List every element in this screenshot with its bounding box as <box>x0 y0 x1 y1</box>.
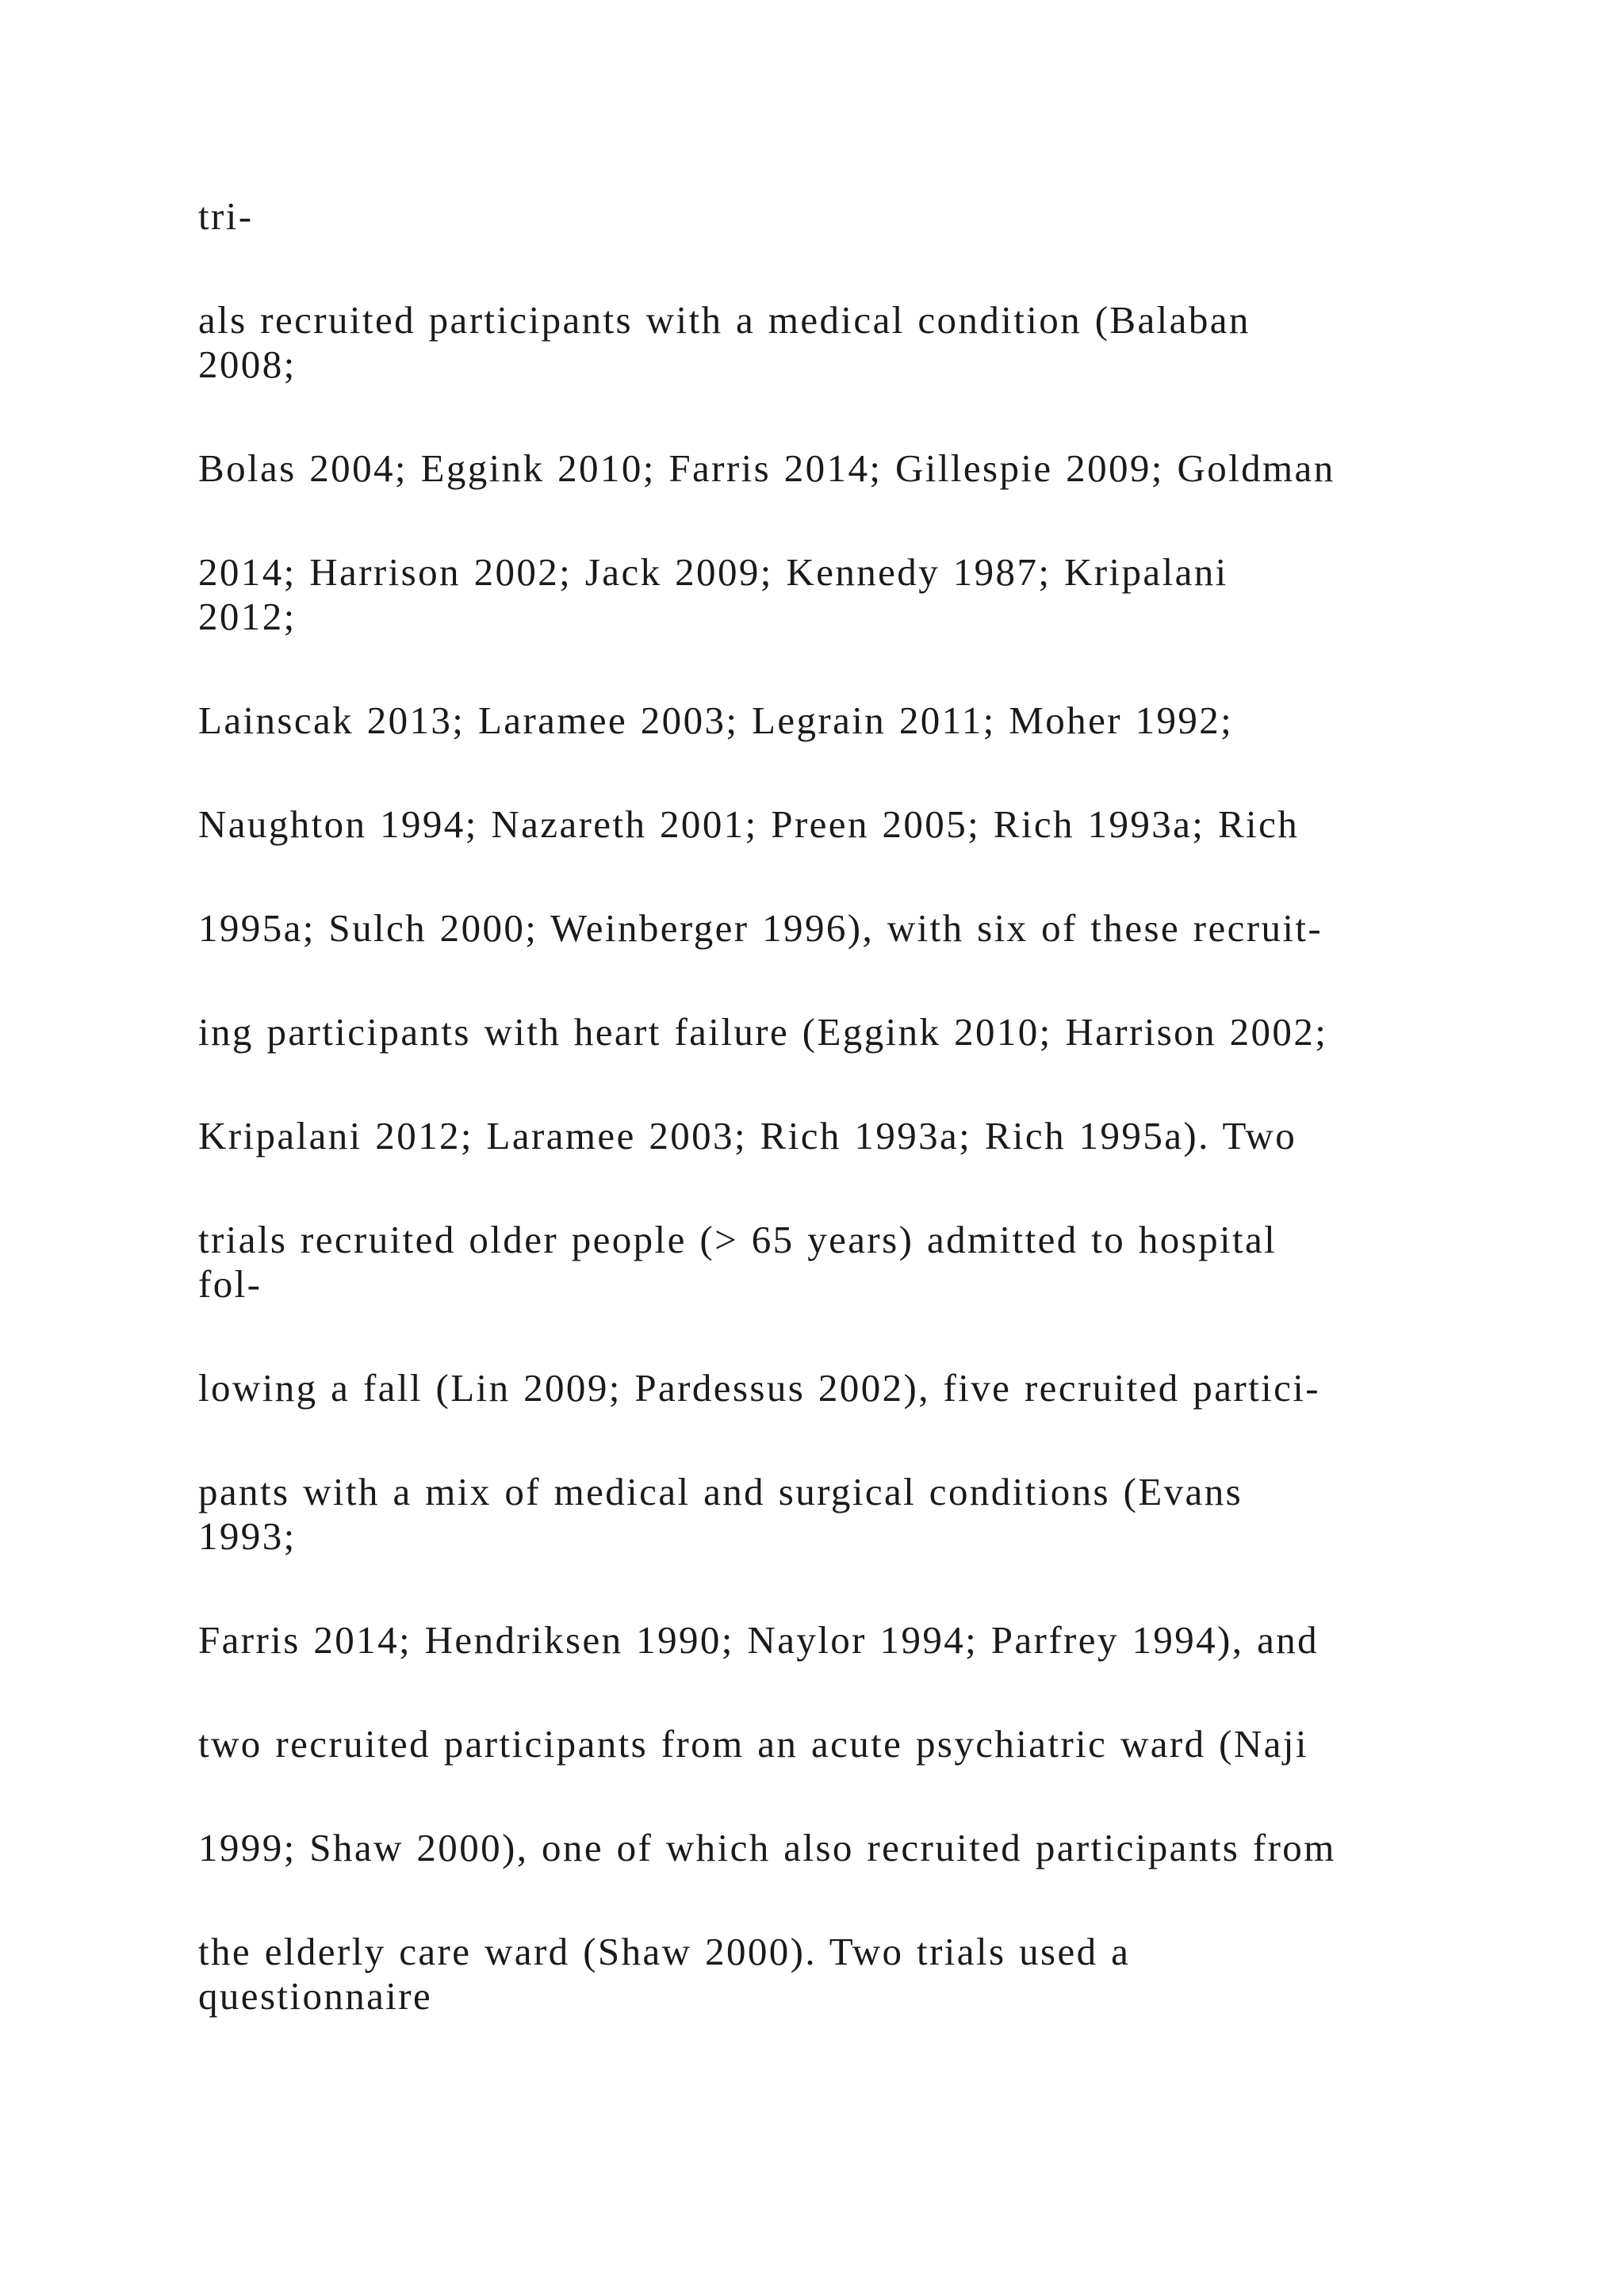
text-line: ing participants with heart failure (Eggink 2010; Harrison 2002; <box>198 1010 1328 1054</box>
text-line: trials recruited older people (> 65 years) admitted to hospital fol- <box>198 1218 1277 1306</box>
text-line: tri- <box>198 194 254 238</box>
text-line: 1999; Shaw 2000), one of which also recruited participants from <box>198 1826 1336 1869</box>
text-line: Bolas 2004; Eggink 2010; Farris 2014; Gillespie 2009; Goldman <box>198 446 1335 490</box>
text-line: Kripalani 2012; Laramee 2003; Rich 1993a; Rich 1995a). Two <box>198 1114 1297 1158</box>
text-line: als recruited participants with a medical condition (Balaban 2008; <box>198 298 1251 386</box>
text-line: lowing a fall (Lin 2009; Pardessus 2002), five recruited partici- <box>198 1366 1320 1410</box>
text-line: Farris 2014; Hendriksen 1990; Naylor 1994; Parfrey 1994), and <box>198 1618 1320 1662</box>
text-line: the elderly care ward (Shaw 2000). Two trials used a questionnaire <box>198 1930 1131 2018</box>
text-line: pants with a mix of medical and surgical conditions (Evans 1993; <box>198 1470 1243 1558</box>
text-line: 2014; Harrison 2002; Jack 2009; Kennedy 1987; Kripalani 2012; <box>198 550 1228 638</box>
text-line: Lainscak 2013; Laramee 2003; Legrain 2011; Moher 1992; <box>198 698 1234 742</box>
body-text <box>198 194 1467 2078</box>
text-line: 1995a; Sulch 2000; Weinberger 1996), with six of these recruit- <box>198 906 1323 950</box>
text-line: Naughton 1994; Nazareth 2001; Preen 2005; Rich 1993a; Rich <box>198 802 1300 846</box>
text-line: two recruited participants from an acute psychiatric ward (Naji <box>198 1722 1308 1766</box>
